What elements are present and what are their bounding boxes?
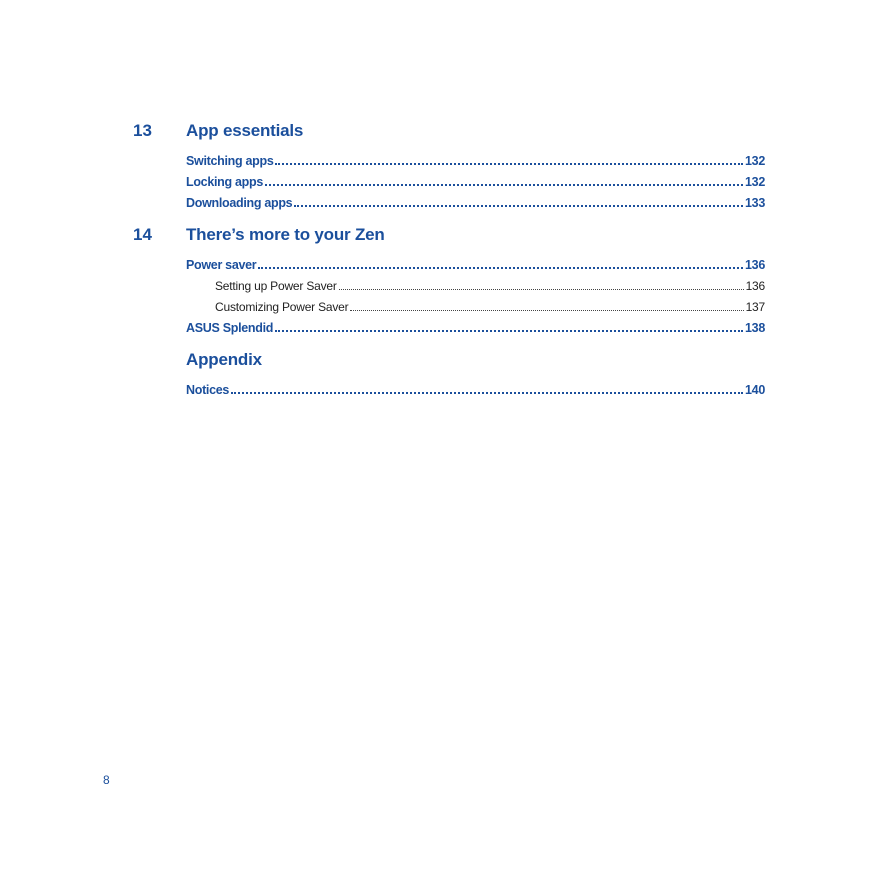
chapter-heading-appendix [0, 348, 869, 372]
toc-entry-label: Downloading apps [186, 196, 293, 210]
chapter-heading-14 [0, 223, 869, 247]
chapter-number: 13 [133, 121, 152, 140]
toc-entry-label: Setting up Power Saver [215, 279, 337, 293]
toc-entry-downloading-apps[interactable] [186, 194, 765, 212]
toc-entry-label: Power saver [186, 258, 257, 272]
toc-entry-page: 133 [745, 196, 765, 210]
toc-entry-setting-up-power-saver[interactable] [215, 277, 765, 295]
toc-entry-page: 136 [745, 279, 765, 293]
toc-entry-power-saver[interactable] [186, 256, 765, 274]
leader-dots [265, 184, 743, 186]
chapter-title[interactable]: Appendix [186, 350, 262, 369]
chapter-title[interactable]: App essentials [186, 121, 304, 140]
toc-entry-notices[interactable] [186, 381, 765, 399]
toc-entry-page: 137 [745, 300, 765, 314]
leader-dots [275, 330, 743, 332]
toc-entry-locking-apps[interactable] [186, 173, 765, 191]
toc-entry-page: 132 [745, 154, 765, 168]
chapter-title[interactable]: There’s more to your Zen [186, 225, 385, 244]
toc-entry-label: Notices [186, 383, 230, 397]
toc-entry-label: Switching apps [186, 154, 274, 168]
toc-entry-page: 138 [745, 321, 765, 335]
toc-entry-customizing-power-saver[interactable] [215, 298, 765, 316]
toc-entry-label: Locking apps [186, 175, 263, 189]
leader-dots [275, 163, 743, 165]
leader-dots [231, 392, 743, 394]
page-number: 8 [103, 773, 110, 787]
toc-entry-label: Customizing Power Saver [215, 300, 349, 314]
chapter-heading-13 [0, 119, 869, 143]
toc-entry-switching-apps[interactable] [186, 152, 765, 170]
toc-entry-page: 136 [745, 258, 765, 272]
toc-entry-asus-splendid[interactable] [186, 319, 765, 337]
leader-dots [339, 289, 744, 290]
leader-dots [350, 310, 743, 311]
toc-entry-page: 132 [745, 175, 765, 189]
chapter-number: 14 [133, 225, 152, 244]
leader-dots [294, 205, 743, 207]
toc-entry-page: 140 [745, 383, 765, 397]
toc-entry-label: ASUS Splendid [186, 321, 274, 335]
leader-dots [258, 267, 743, 269]
